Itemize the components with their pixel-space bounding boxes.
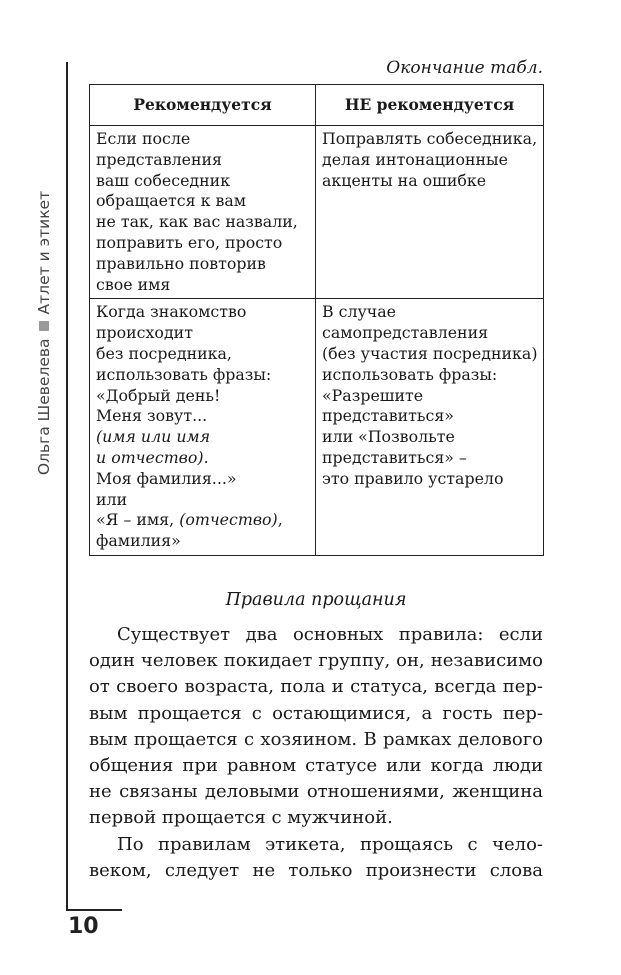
column-header-not-recommended: НЕ рекомендуется [316, 85, 544, 126]
text-line: общения при равном статусе или когда люди [89, 754, 543, 776]
cell-line [96, 510, 309, 531]
etiquette-table [89, 84, 544, 556]
cell-line: это правило устарело [322, 468, 504, 488]
table-cell-recommended [90, 126, 316, 299]
cell-line: поправить его, просто [96, 232, 283, 252]
section-title: Правила прощания [225, 590, 407, 610]
text-line: вым прощается с хозяином. В рамках делового [89, 728, 543, 750]
text-fragment: , [277, 510, 283, 530]
cell-line: обращается к вам [96, 191, 247, 211]
running-header-book-title: Атлет и этикет [35, 190, 53, 315]
italic-fragment: (отчество) [179, 510, 278, 530]
table-row [90, 299, 544, 556]
cell-line: Моя фамилия...» [96, 468, 237, 488]
cell-line: Когда знакомство [96, 302, 247, 322]
italic-fragment: и отчество) [96, 447, 204, 467]
cell-line: использовать фразы: [322, 364, 498, 384]
cell-line: не так, как вас назвали, [96, 212, 298, 232]
running-header-author: Ольга Шевелева [35, 338, 53, 476]
table-row [90, 126, 544, 299]
column-header-recommended: Рекомендуется [90, 85, 316, 126]
text-line: один человек покидает группу, он, независимо [89, 650, 543, 672]
margin-vertical-rule [66, 62, 68, 910]
cell-line: «Разрешите [322, 385, 424, 405]
text-line: веком, следует не только произнести слова [89, 860, 543, 882]
cell-line: или [96, 489, 128, 509]
cell-line [96, 448, 309, 469]
text-line: не связаны деловыми отношениями, женщина [89, 781, 543, 803]
cell-line: самопредставления [322, 323, 489, 343]
text-fragment: «Я – имя, [96, 510, 180, 530]
cell-line: представления [96, 149, 223, 169]
cell-line: делая интонационные [322, 149, 508, 169]
cell-line: Поправлять собеседника, [322, 129, 538, 148]
cell-line: представиться» [322, 406, 454, 426]
cell-line: ваш собеседник [96, 170, 231, 190]
table-caption: Окончание табл. [386, 58, 543, 78]
cell-line: или «Позвольте [322, 427, 455, 447]
body-paragraph-1 [89, 622, 543, 832]
text-line: По правилам этикета, прощаясь с чело- [117, 834, 543, 855]
table-cell-not-recommended [316, 126, 544, 299]
table-cell-recommended [90, 299, 316, 556]
cell-line: происходит [96, 323, 193, 343]
cell-line: акценты на ошибке [322, 170, 487, 190]
cell-line: представиться» – [322, 447, 467, 467]
page-number: 10 [68, 914, 99, 939]
cell-line: правильно повторив [96, 253, 266, 273]
cell-line: использовать фразы: [96, 364, 272, 384]
table-header-row [90, 85, 544, 126]
footer-rule [66, 909, 122, 911]
cell-line: свое имя [96, 274, 171, 294]
cell-line: В случае [322, 302, 397, 322]
table-cell-not-recommended [316, 299, 544, 556]
cell-line: «Добрый день! [96, 385, 221, 405]
text-line: первой прощается с мужчиной. [89, 807, 393, 829]
running-header [34, 73, 54, 593]
separator-square-icon [39, 321, 49, 331]
cell-line: Меня зовут... [96, 406, 208, 426]
body-paragraph-2 [89, 832, 543, 884]
text-line: вым прощается с остающимися, а гость пер- [89, 702, 543, 724]
cell-line: без посредника, [96, 343, 232, 363]
text-fragment: . [203, 447, 209, 467]
cell-line: фамилия» [96, 531, 181, 551]
cell-line: (имя или имя [96, 427, 211, 447]
text-line: от своего возраста, пола и статуса, всегда пер- [89, 676, 543, 698]
text-line: Существует два основных правила: если [117, 624, 543, 645]
cell-line: (без участия посредника) [322, 343, 538, 363]
cell-line: Если после [96, 129, 191, 148]
